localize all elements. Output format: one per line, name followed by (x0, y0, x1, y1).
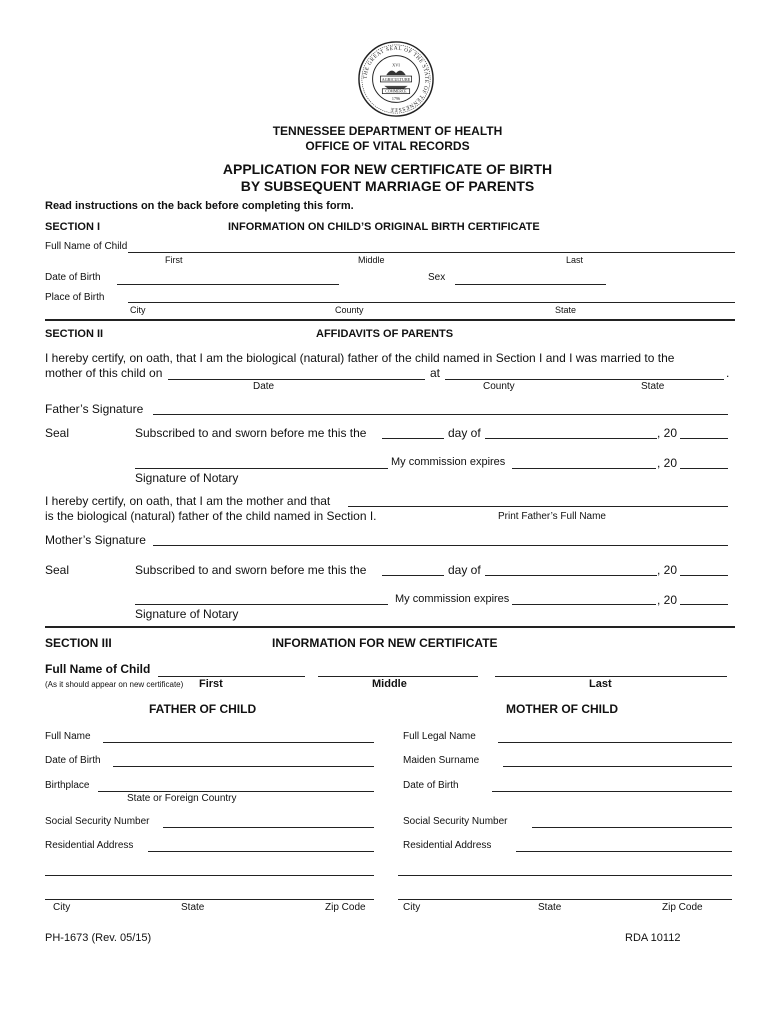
commission-label-1: My commission expires (391, 456, 506, 468)
mother-legal-name-field[interactable] (498, 742, 732, 743)
day-of-text-2: day of (448, 563, 481, 577)
father-address-label: Residential Address (45, 840, 134, 851)
sworn-day-field-2[interactable] (382, 575, 444, 576)
new-first-caption: First (199, 678, 223, 690)
last-caption: Last (566, 255, 584, 265)
county-caption: County (335, 305, 364, 315)
commission-label-2: My commission expires (395, 593, 510, 605)
marriage-county-state-field[interactable] (445, 379, 724, 380)
mother-dob-field[interactable] (492, 791, 732, 792)
father-statement-line2: mother of this child on (45, 366, 163, 380)
notary-caption-2: Signature of Notary (135, 607, 239, 621)
father-city-caption: City (53, 902, 71, 913)
rda-number: RDA 10112 (625, 932, 681, 944)
father-full-name-field[interactable] (103, 742, 374, 743)
section3-heading: INFORMATION FOR NEW CERTIFICATE (272, 636, 498, 650)
seal-label-1: Seal (45, 426, 70, 440)
father-birthplace-field[interactable] (98, 791, 374, 792)
year-prefix-2: , 20 (657, 456, 678, 470)
subscribed-text-1: Subscribed to and sworn before me this the (135, 426, 367, 440)
father-full-name-label: Full Name (45, 731, 91, 742)
mother-statement-line2: is the biological (natural) father of the child named in Section I. (45, 509, 377, 523)
sworn-year-field-2[interactable] (680, 575, 728, 576)
place-of-birth-label: Place of Birth (45, 292, 105, 303)
father-of-child-heading: FATHER OF CHILD (149, 702, 257, 716)
seal-label-2: Seal (45, 563, 70, 577)
section-divider (45, 319, 735, 321)
new-last-name-field[interactable] (495, 676, 727, 677)
father-address-line2-field[interactable] (45, 875, 374, 876)
father-address-field[interactable] (148, 851, 374, 852)
date-of-birth-label: Date of Birth (45, 272, 101, 283)
year-prefix-3: , 20 (657, 563, 678, 577)
svg-text:1796: 1796 (391, 95, 401, 101)
father-dob-label: Date of Birth (45, 755, 101, 766)
new-child-name-label: Full Name of Child (45, 662, 151, 676)
father-ssn-field[interactable] (163, 827, 374, 828)
form-title-line1: APPLICATION FOR NEW CERTIFICATE OF BIRTH (222, 161, 553, 177)
section-divider (45, 626, 735, 628)
father-state-caption: State (181, 902, 205, 913)
new-name-note: (As it should appear on new certificate) (45, 680, 184, 689)
father-zip-caption: Zip Code (325, 902, 366, 913)
section2-label: SECTION II (45, 328, 104, 340)
date-caption: Date (253, 381, 275, 392)
father-birthplace-label: Birthplace (45, 780, 90, 791)
mother-maiden-field[interactable] (503, 766, 732, 767)
mother-address-field[interactable] (516, 851, 732, 852)
new-last-caption: Last (589, 678, 612, 690)
svg-text:COMMERCE: COMMERCE (385, 89, 407, 94)
sworn-month-field-1[interactable] (485, 438, 657, 439)
father-city-state-zip-field[interactable] (45, 899, 374, 900)
mother-legal-name-label: Full Legal Name (403, 731, 476, 742)
father-ssn-label: Social Security Number (45, 816, 150, 827)
father-dob-field[interactable] (113, 766, 374, 767)
father-signature-field[interactable] (153, 414, 728, 415)
at-text: at (430, 366, 441, 380)
sex-field[interactable] (455, 284, 606, 285)
mother-city-state-zip-field[interactable] (398, 899, 732, 900)
sworn-month-field-2[interactable] (485, 575, 657, 576)
mother-address-line2-field[interactable] (398, 875, 732, 876)
mother-signature-field[interactable] (153, 545, 728, 546)
tennessee-state-seal (357, 40, 435, 118)
child-full-name-field[interactable] (128, 252, 735, 253)
date-of-birth-field[interactable] (117, 284, 339, 285)
print-father-name-caption: Print Father’s Full Name (498, 511, 606, 522)
day-of-text-1: day of (448, 426, 481, 440)
mother-maiden-label: Maiden Surname (403, 755, 480, 766)
commission-date-field-2[interactable] (512, 604, 656, 605)
year-prefix-4: , 20 (657, 593, 678, 607)
department-name: TENNESSEE DEPARTMENT OF HEALTH (272, 124, 503, 138)
svg-text:THE GREAT SEAL OF THE STATE OF: THE GREAT SEAL OF THE STATE OF TENNESSEE (362, 45, 430, 113)
mother-city-caption: City (403, 902, 421, 913)
sworn-year-field-1[interactable] (680, 438, 728, 439)
mother-zip-caption: Zip Code (662, 902, 703, 913)
state-caption: State (555, 305, 577, 315)
mother-dob-label: Date of Birth (403, 780, 459, 791)
place-of-birth-field[interactable] (128, 302, 735, 303)
mother-signature-label: Mother’s Signature (45, 533, 146, 547)
section2-heading: AFFIDAVITS OF PARENTS (316, 328, 454, 340)
notary-signature-field-2[interactable] (135, 604, 388, 605)
svg-text:XVI: XVI (392, 62, 400, 68)
mother-ssn-field[interactable] (532, 827, 732, 828)
section1-label: SECTION I (45, 221, 101, 233)
notary-caption-1: Signature of Notary (135, 471, 239, 485)
mother-state-caption: State (538, 902, 562, 913)
period-text: . (726, 366, 730, 380)
city-caption: City (130, 305, 146, 315)
year-prefix-1: , 20 (657, 426, 678, 440)
commission-year-field-1[interactable] (680, 468, 728, 469)
state-caption-2: State (641, 381, 665, 392)
marriage-date-field[interactable] (168, 379, 425, 380)
sex-label: Sex (428, 272, 446, 283)
father-statement-line1: I hereby certify, on oath, that I am the biological (natural) father of the child named in Section I and I was married to the (45, 351, 675, 365)
instructions-note: Read instructions on the back before completing this form. (45, 200, 354, 212)
child-full-name-label: Full Name of Child (45, 241, 128, 252)
form-number: PH-1673 (Rev. 05/15) (45, 932, 152, 944)
first-caption: First (165, 255, 183, 265)
mother-statement-line1: I hereby certify, on oath, that I am the mother and that (45, 494, 331, 508)
county-caption-2: County (483, 381, 515, 392)
new-first-name-field[interactable] (158, 676, 305, 677)
new-middle-name-field[interactable] (318, 676, 478, 677)
subscribed-text-2: Subscribed to and sworn before me this the (135, 563, 367, 577)
mother-address-label: Residential Address (403, 840, 492, 851)
new-middle-caption: Middle (372, 678, 407, 690)
svg-text:AGRICULTURE: AGRICULTURE (381, 76, 411, 82)
mother-of-child-heading: MOTHER OF CHILD (506, 702, 618, 716)
sworn-day-field-1[interactable] (382, 438, 444, 439)
commission-year-field-2[interactable] (680, 604, 728, 605)
middle-caption: Middle (358, 255, 385, 265)
section3-label: SECTION III (45, 636, 112, 650)
birthplace-caption: State or Foreign Country (127, 793, 237, 804)
father-print-name-field[interactable] (348, 506, 728, 507)
section1-heading: INFORMATION ON CHILD’S ORIGINAL BIRTH CERTIFICATE (228, 221, 540, 233)
office-name: OFFICE OF VITAL RECORDS (305, 139, 470, 153)
commission-date-field-1[interactable] (512, 468, 656, 469)
notary-signature-field-1[interactable] (135, 468, 388, 469)
father-signature-label: Father’s Signature (45, 402, 144, 416)
mother-ssn-label: Social Security Number (403, 816, 508, 827)
form-title-line2: BY SUBSEQUENT MARRIAGE OF PARENTS (240, 178, 535, 194)
